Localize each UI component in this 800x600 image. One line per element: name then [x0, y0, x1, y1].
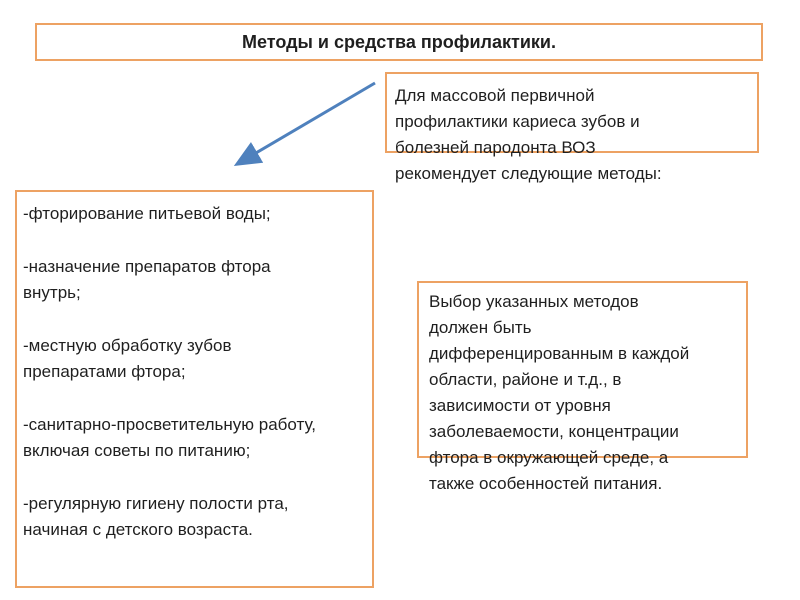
text-line: включая советы по питанию; [23, 441, 251, 460]
text-line: начиная с детского возраста. [23, 520, 253, 539]
list-item [23, 491, 366, 543]
text-line: -фторирование питьевой воды; [23, 204, 271, 223]
text-line: рекомендует следующие методы: [395, 164, 662, 183]
text-line: внутрь; [23, 283, 81, 302]
text-line: -санитарно-просветительную работу, [23, 415, 316, 434]
list-item [23, 201, 366, 227]
text-line: -назначение препаратов фтора [23, 257, 271, 276]
text-line: должен быть [429, 318, 532, 337]
text-line: области, районе и т.д., в [429, 370, 622, 389]
text-line: фтора в окружающей среде, а [429, 448, 669, 467]
slide-title: Методы и средства профилактики. [242, 31, 556, 52]
text-line: Для массовой первичной [395, 86, 595, 105]
text-line: препаратами фтора; [23, 362, 186, 381]
text-line: профилактики кариеса зубов и [395, 112, 640, 131]
title-box [35, 23, 763, 61]
who-recommendation-box [385, 72, 759, 183]
arrow-icon [225, 72, 395, 177]
text-line: Выбор указанных методов [429, 292, 639, 311]
text-line: -регулярную гигиену полости рта, [23, 494, 289, 513]
text-line: дифференцированным в каждой [429, 344, 690, 363]
text-line: -местную обработку зубов [23, 336, 232, 355]
list-item [23, 254, 366, 306]
list-item [23, 412, 366, 464]
method-choice-box [417, 281, 748, 493]
list-item [23, 333, 366, 385]
text-line: зависимости от уровня [429, 396, 611, 415]
methods-list-box [15, 190, 374, 588]
text-line: заболеваемости, концентрации [429, 422, 679, 441]
text-line: также особенностей питания. [429, 474, 663, 493]
text-line: болезней пародонта ВОЗ [395, 138, 596, 157]
